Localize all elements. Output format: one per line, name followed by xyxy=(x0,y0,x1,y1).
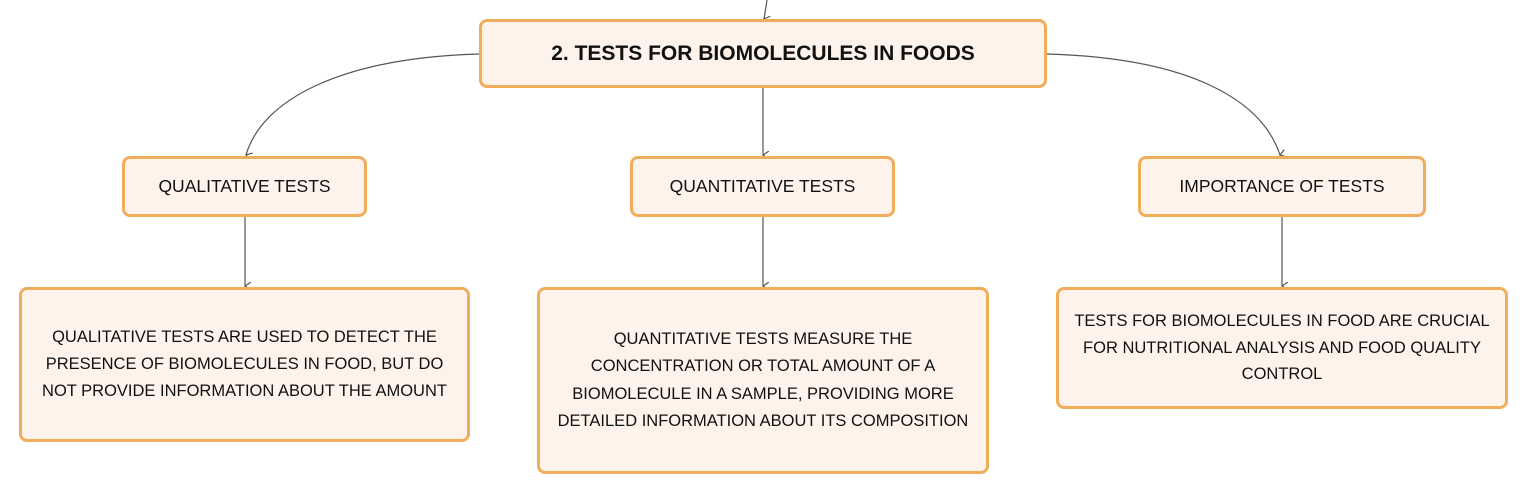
root-node-label: 2. TESTS FOR BIOMOLECULES IN FOODS xyxy=(551,41,975,65)
importance-of-tests-detail-node[interactable] xyxy=(1056,287,1508,409)
importance-of-tests-node[interactable] xyxy=(1138,156,1426,217)
quantitative-tests-label: QUANTITATIVE TESTS xyxy=(669,176,856,196)
root-node[interactable] xyxy=(479,19,1047,88)
quantitative-tests-detail-text: QUANTITATIVE TESTS MEASURE THE CONCENTRATION OR TOTAL AMOUNT OF A BIOMOLECULE IN A SAMPLE, PROVIDING MORE DETAILED INFORMATION ABOUT ITS COMPOSITION xyxy=(557,330,969,430)
qualitative-tests-label: QUALITATIVE TESTS xyxy=(158,176,331,196)
qualitative-tests-detail-node[interactable] xyxy=(19,287,470,442)
importance-of-tests-detail-text: TESTS FOR BIOMOLECULES IN FOOD ARE CRUCIAL FOR NUTRITIONAL ANALYSIS AND FOOD QUALITY CONTROL xyxy=(1074,312,1490,384)
incoming-connector xyxy=(764,0,767,19)
qualitative-tests-node[interactable] xyxy=(122,156,367,217)
connector-root-to-importance xyxy=(1047,54,1280,155)
quantitative-tests-node[interactable] xyxy=(630,156,895,217)
quantitative-tests-detail-node[interactable] xyxy=(537,287,989,474)
importance-of-tests-label: IMPORTANCE OF TESTS xyxy=(1179,176,1385,196)
connector-root-to-qualitative xyxy=(246,54,479,155)
qualitative-tests-detail-text: QUALITATIVE TESTS ARE USED TO DETECT THE PRESENCE OF BIOMOLECULES IN FOOD, BUT DO NOT PROVIDE INFORMATION ABOUT THE AMOUNT xyxy=(42,327,447,401)
